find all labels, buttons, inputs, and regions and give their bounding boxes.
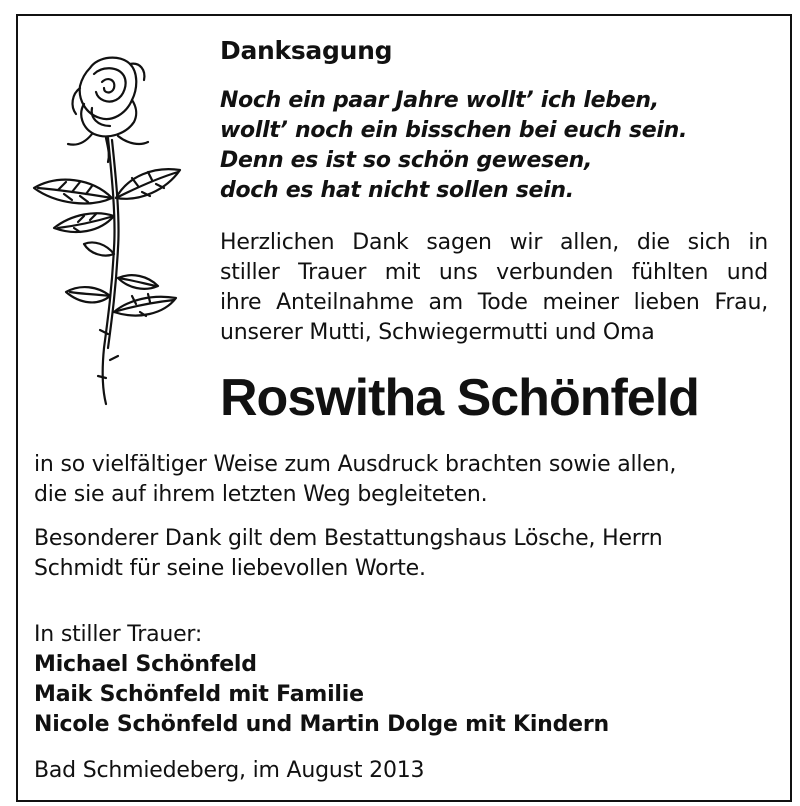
intro-line: ihre Anteilnahme am Tode meiner lieben Frau, <box>220 290 768 315</box>
verse-line: doch es hat nicht sollen sein. <box>220 178 574 203</box>
paragraph-line: in so vielfältiger Weise zum Ausdruck brachten sowie allen, <box>34 452 677 477</box>
intro-line: stiller Trauer mit uns verbunden fühlten und <box>220 260 768 285</box>
mourning-label: In stiller Trauer: <box>34 622 203 647</box>
thanks-intro <box>220 228 780 348</box>
special-thanks-paragraph <box>34 524 774 584</box>
memorial-verse <box>220 86 687 206</box>
notice-heading: Danksagung <box>220 36 393 65</box>
signatory: Nicole Schönfeld und Martin Dolge mit Kindern <box>34 712 610 737</box>
paragraph-line: Schmidt für seine liebevollen Worte. <box>34 556 426 581</box>
signature-block <box>34 620 774 740</box>
rose-icon <box>28 48 198 408</box>
signatory: Michael Schönfeld <box>34 652 257 677</box>
deceased-name: Roswitha Schönfeld <box>220 369 699 427</box>
paragraph-line: Besonderer Dank gilt dem Bestattungshaus Lösche, Herrn <box>34 526 663 551</box>
place-date: Bad Schmiedeberg, im August 2013 <box>34 758 425 783</box>
thanks-paragraph <box>34 450 774 510</box>
intro-line: Herzlichen Dank sagen wir allen, die sich in <box>220 230 768 255</box>
verse-line: wollt’ noch ein bisschen bei euch sein. <box>220 118 688 143</box>
paragraph-line: die sie auf ihrem letzten Weg begleiteten. <box>34 482 488 507</box>
verse-line: Noch ein paar Jahre wollt’ ich leben, <box>220 88 659 113</box>
signatory: Maik Schönfeld mit Familie <box>34 682 364 707</box>
intro-line: unserer Mutti, Schwiegermutti und Oma <box>220 320 655 345</box>
verse-line: Denn es ist so schön gewesen, <box>220 148 593 173</box>
